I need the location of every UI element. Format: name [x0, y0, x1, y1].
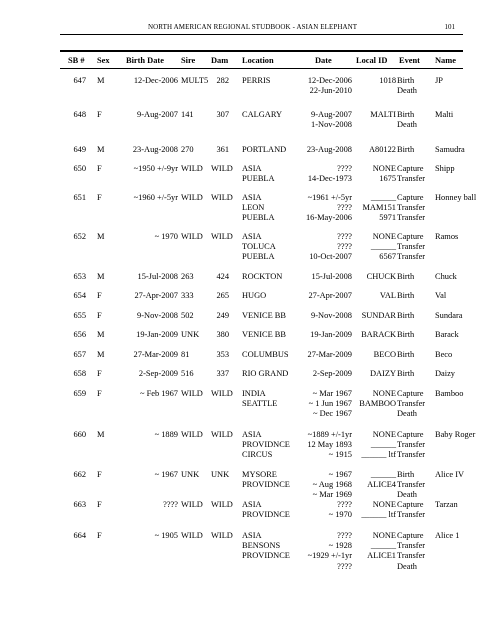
cell-date-line: ???? [337, 232, 352, 241]
cell-dam: WILD [211, 430, 233, 439]
cell-dam: 424 [216, 272, 229, 281]
cell-event [397, 145, 439, 155]
cell-date [295, 145, 352, 155]
cell-event-line: Capture [397, 500, 424, 509]
cell-birth: 9-Nov-2008 [137, 311, 178, 320]
cell-localid-line [352, 562, 396, 572]
cell-event-line: Transfer [397, 213, 426, 223]
cell-event-line: Capture [397, 164, 424, 173]
cell-date [295, 369, 352, 379]
cell-localid-line: BECO [373, 350, 396, 359]
cell-birth: 15-Jul-2008 [137, 272, 178, 281]
cell-dam: UNK [211, 470, 230, 479]
cell-localid-line: ______ [370, 193, 396, 202]
page-number: 101 [444, 23, 455, 31]
cell-localid-line: NONE [372, 430, 396, 439]
cell-sex: F [97, 470, 102, 479]
cell-localid-line: ALICE1 [367, 551, 396, 561]
cell-location-line: CIRCUS [242, 450, 273, 460]
cell-dam: 361 [216, 145, 229, 154]
cell-name: Samudra [435, 145, 465, 154]
cell-dam: 265 [216, 291, 229, 300]
cell-dam: 307 [216, 110, 229, 119]
cell-event-line: Death [397, 561, 417, 571]
cell-event-line: Capture [397, 193, 424, 202]
cell-name: Malti [435, 110, 454, 119]
cell-name: Tarzan [435, 500, 458, 509]
cell-location-line: ASIA [242, 164, 262, 173]
cell-localid [352, 531, 396, 572]
cell-localid-line: MALTI [370, 110, 396, 119]
cell-event-line: Transfer [397, 440, 426, 450]
cell-date-line: ~ Mar 1969 [312, 490, 352, 500]
cell-sire: MULT5 [181, 76, 209, 85]
cell-sire: WILD [181, 389, 203, 398]
cell-dam: WILD [211, 500, 233, 509]
cell-localid-line: BAMBOO [359, 399, 396, 409]
header-rule-bottom [60, 68, 463, 69]
cell-localid [352, 164, 396, 184]
cell-event [397, 369, 439, 379]
cell-name: Beco [435, 350, 453, 359]
cell-location-line: ASIA [242, 430, 262, 439]
cell-sire: 141 [181, 110, 194, 119]
cell-event [397, 389, 439, 420]
cell-dam: 353 [216, 350, 229, 359]
cell-date [295, 531, 352, 572]
cell-event [397, 193, 439, 224]
cell-location-line: ASIA [242, 531, 262, 540]
cell-birth: ~ Feb 1967 [139, 389, 178, 398]
cell-event-line: Transfer [397, 203, 426, 213]
cell-name: JP [435, 76, 443, 85]
cell-event-line: Birth [397, 330, 415, 339]
cell-event [397, 311, 439, 321]
cell-birth: ~1960 +/-5yr [133, 193, 178, 202]
cell-sb: 658 [73, 369, 86, 378]
cell-localid [352, 291, 396, 301]
cell-date-line: ???? [337, 242, 352, 252]
cell-location-line: COLUMBUS [242, 350, 289, 359]
cell-event [397, 430, 439, 461]
cell-localid-line: MAM151 [362, 203, 396, 213]
col-birth: Birth Date [126, 56, 164, 65]
cell-date-line: ~ 1915 [328, 450, 352, 460]
cell-birth: ???? [163, 500, 178, 509]
cell-name: Val [435, 291, 447, 300]
cell-location-line: PROVIDNCE [242, 510, 290, 520]
cell-date-line: 2-Sep-2009 [312, 369, 352, 378]
cell-event [397, 350, 439, 360]
cell-date-line: ~1889 +/-1yr [307, 430, 352, 439]
cell-localid-line: NONE [372, 531, 396, 540]
cell-event-line: Transfer [397, 242, 426, 252]
cell-sb: 660 [73, 430, 86, 439]
cell-location-line: INDIA [242, 389, 266, 398]
cell-event-line: Transfer [397, 551, 426, 561]
cell-sex: M [97, 350, 105, 359]
cell-localid [352, 500, 396, 520]
cell-date-line: 22-Jun-2010 [309, 86, 352, 96]
cell-date-line: ~ Mar 1967 [312, 389, 352, 398]
column-header-row [0, 50, 495, 70]
cell-event-line: Death [397, 490, 417, 500]
cell-date-line: 10-Oct-2007 [309, 252, 352, 262]
cell-sex: M [97, 76, 105, 85]
cell-date [295, 330, 352, 340]
cell-name: Sundara [435, 311, 463, 320]
cell-sb: 657 [73, 350, 86, 359]
cell-name: Barack [435, 330, 459, 339]
cell-location-line: PROVIDNCE [242, 480, 290, 490]
cell-event-line: Transfer [397, 174, 426, 184]
cell-sex: F [97, 193, 102, 202]
cell-location-line: VENICE BB [242, 330, 286, 339]
page-header [60, 22, 463, 35]
cell-event-line: Birth [397, 311, 415, 320]
cell-dam: WILD [211, 193, 233, 202]
cell-date [295, 110, 352, 130]
cell-dam: 249 [216, 311, 229, 320]
cell-location-line: LEON [242, 203, 265, 213]
cell-event [397, 110, 439, 130]
cell-sb: 647 [73, 76, 86, 85]
col-sire: Sire [181, 56, 196, 65]
cell-sex: F [97, 369, 102, 378]
cell-name: Baby Roger [435, 430, 476, 439]
cell-localid-line: NONE [372, 164, 396, 173]
cell-date [295, 291, 352, 301]
cell-location-line: ASIA [242, 500, 262, 509]
cell-date [295, 470, 352, 501]
cell-event-line: Birth [397, 369, 415, 378]
cell-event-line: Birth [397, 350, 415, 359]
cell-location-line: PUEBLA [242, 174, 275, 184]
cell-sire: WILD [181, 193, 203, 202]
cell-date-line: 27-Apr-2007 [308, 291, 352, 300]
cell-location-line: PROVIDNCE [242, 440, 290, 450]
col-date: Date [315, 56, 332, 65]
cell-name: Alice IV [435, 470, 465, 479]
cell-date-line: ~1929 +/-1yr [307, 551, 352, 561]
cell-event [397, 164, 439, 184]
cell-date-line: 19-Jan-2009 [310, 330, 352, 339]
cell-localid-line: 1018 [379, 76, 396, 85]
cell-sex: M [97, 430, 105, 439]
cell-sire: 81 [181, 350, 190, 359]
col-sb: SB # [68, 56, 85, 65]
cell-dam: WILD [211, 531, 233, 540]
cell-event-line: Death [397, 409, 417, 419]
cell-date-line: ~ 1928 [328, 541, 352, 551]
cell-birth: ~ 1970 [154, 232, 178, 241]
cell-location-line: PERRIS [242, 76, 271, 85]
cell-location-line: PORTLAND [242, 145, 287, 154]
cell-localid-line: BARACK [361, 330, 396, 339]
cell-event [397, 531, 439, 572]
cell-localid [352, 430, 396, 461]
col-dam: Dam [211, 56, 229, 65]
cell-birth: 12-Dec-2006 [133, 76, 178, 85]
cell-event-line: Death [397, 86, 417, 96]
cell-name: Daizy [435, 369, 455, 378]
header-rule-top [60, 50, 463, 52]
cell-event-line: Transfer [397, 510, 426, 520]
cell-event-line: Birth [397, 291, 415, 300]
cell-date-line: 1-Nov-2008 [311, 120, 352, 130]
cell-date-line: ~ 1970 [328, 510, 352, 520]
cell-event-line: Birth [397, 110, 415, 119]
cell-sex: M [97, 272, 105, 281]
cell-localid-line: NONE [372, 389, 396, 398]
cell-event [397, 76, 439, 96]
cell-sire: 502 [181, 311, 194, 320]
cell-localid [352, 145, 396, 155]
cell-localid-line: ALICE4 [367, 480, 396, 490]
cell-location-line: ASIA [242, 193, 262, 202]
cell-date-line: 16-May-2006 [305, 213, 352, 223]
cell-birth: ~ 1905 [154, 531, 178, 540]
cell-localid-line: 6567 [379, 252, 396, 262]
cell-name: Alice 1 [435, 531, 460, 540]
cell-sex: F [97, 531, 102, 540]
cell-localid-line: NONE [372, 500, 396, 509]
cell-location-line: ROCKTON [242, 272, 283, 281]
cell-event-line: Birth [397, 145, 415, 154]
cell-date [295, 164, 352, 184]
cell-event-line: Capture [397, 389, 424, 398]
cell-event [397, 232, 439, 263]
cell-localid-line: NONE [372, 232, 396, 241]
cell-event-line: Transfer [397, 252, 426, 262]
cell-date-line: 14-Dec-1973 [307, 174, 352, 184]
cell-localid-line: 5971 [379, 213, 396, 223]
cell-localid [352, 350, 396, 360]
cell-date [295, 350, 352, 360]
cell-event-line: Transfer [397, 450, 426, 460]
col-sex: Sex [97, 56, 110, 65]
cell-sire: 263 [181, 272, 194, 281]
cell-event-line: Birth [397, 470, 415, 479]
cell-date [295, 500, 352, 520]
cell-dam: 337 [216, 369, 229, 378]
cell-event [397, 500, 439, 520]
cell-location-line: PUEBLA [242, 252, 275, 262]
cell-sex: M [97, 145, 105, 154]
cell-date-line: ~ 1 Jun 1967 [308, 399, 352, 409]
cell-sire: WILD [181, 232, 203, 241]
cell-dam: WILD [211, 389, 233, 398]
cell-location-line: CALGARY [242, 110, 283, 119]
cell-location-line: SEATTLE [242, 399, 278, 409]
cell-sb: 664 [73, 531, 86, 540]
cell-birth: 19-Jan-2009 [136, 330, 178, 339]
cell-date-line: ~ Aug 1968 [312, 480, 352, 490]
cell-location-line: RIO GRAND [242, 369, 289, 378]
cell-sire: WILD [181, 500, 203, 509]
cell-sb: 663 [73, 500, 86, 509]
cell-event-line: Transfer [397, 399, 426, 409]
col-event: Event [399, 56, 420, 65]
cell-date [295, 311, 352, 321]
cell-date [295, 76, 352, 96]
cell-event [397, 470, 439, 501]
cell-sex: F [97, 311, 102, 320]
cell-sire: UNK [181, 470, 200, 479]
cell-date-line: 23-Aug-2008 [306, 145, 352, 154]
cell-birth: 27-Mar-2009 [133, 350, 178, 359]
cell-name: Shipp [435, 164, 455, 173]
cell-localid [352, 330, 396, 340]
cell-date-line: 27-Mar-2009 [307, 350, 352, 359]
cell-location-line: VENICE BB [242, 311, 286, 320]
cell-date-line: 9-Aug-2007 [311, 110, 352, 119]
cell-sire: 516 [181, 369, 194, 378]
cell-event-line: Transfer [397, 541, 426, 551]
cell-localid-line: 1675 [379, 174, 396, 184]
cell-sb: 659 [73, 389, 86, 398]
cell-name: Honney ball [435, 193, 477, 202]
cell-date [295, 389, 352, 420]
cell-sire: UNK [181, 330, 200, 339]
cell-localid [352, 311, 396, 321]
cell-sire: 333 [181, 291, 194, 300]
cell-localid [352, 369, 396, 379]
cell-localid-line: ______ ltf [361, 510, 396, 520]
cell-sb: 651 [73, 193, 86, 202]
cell-event-line: Capture [397, 531, 424, 540]
cell-location-line: TOLUCA [242, 242, 276, 252]
cell-name: Chuck [435, 272, 457, 281]
cell-localid-line: ______ [370, 541, 396, 551]
cell-date-line: ???? [337, 561, 352, 571]
cell-localid-line: DAIZY [369, 369, 396, 378]
cell-sb: 652 [73, 232, 86, 241]
cell-sex: F [97, 500, 102, 509]
cell-sex: F [97, 389, 102, 398]
cell-localid-line [352, 409, 396, 419]
cell-date [295, 272, 352, 282]
col-localid: Local ID [356, 56, 388, 65]
cell-localid [352, 193, 396, 224]
cell-date-line: ~ 1967 [328, 470, 352, 479]
cell-sb: 654 [73, 291, 86, 300]
studbook-title: NORTH AMERICAN REGIONAL STUDBOOK - ASIAN ELEPHANT [148, 23, 358, 31]
cell-dam: WILD [211, 232, 233, 241]
cell-date-line: ???? [337, 164, 352, 173]
cell-sire: WILD [181, 430, 203, 439]
cell-event [397, 330, 439, 340]
cell-date [295, 193, 352, 224]
cell-sb: 662 [73, 470, 86, 479]
col-location: Location [242, 56, 274, 65]
cell-localid-line: ______ [370, 440, 396, 450]
cell-location-line: ASIA [242, 232, 262, 241]
cell-location-line: HUGO [242, 291, 267, 300]
cell-location-line: BENSONS [242, 541, 281, 551]
cell-dam: 380 [216, 330, 229, 339]
cell-event-line: Transfer [397, 480, 426, 490]
cell-localid [352, 272, 396, 282]
cell-sex: F [97, 110, 102, 119]
cell-sex: M [97, 330, 105, 339]
cell-sex: F [97, 291, 102, 300]
cell-birth: ~ 1967 [154, 470, 178, 479]
cell-birth: 23-Aug-2008 [132, 145, 178, 154]
cell-localid-line: ______ ltf [361, 450, 396, 460]
cell-localid [352, 232, 396, 263]
cell-localid-line: VAL [379, 291, 396, 300]
cell-location-line: PROVIDNCE [242, 551, 290, 561]
cell-localid [352, 389, 396, 420]
cell-sb: 653 [73, 272, 86, 281]
cell-birth: ~ 1889 [154, 430, 178, 439]
cell-sb: 650 [73, 164, 86, 173]
cell-date [295, 232, 352, 263]
cell-date-line: ???? [337, 500, 352, 509]
cell-event-line: Death [397, 120, 417, 130]
cell-dam: 282 [216, 76, 229, 85]
cell-localid-line: A80122 [369, 145, 396, 154]
cell-date-line: 15-Jul-2008 [311, 272, 352, 281]
cell-event-line: Capture [397, 430, 424, 439]
cell-dam: WILD [211, 164, 233, 173]
cell-localid-line: ______ [370, 470, 396, 479]
cell-localid [352, 110, 396, 120]
cell-date-line: 12 May 1893 [307, 440, 352, 450]
cell-name: Bamboo [435, 389, 464, 398]
cell-location-line: PUEBLA [242, 213, 275, 223]
cell-event [397, 272, 439, 282]
cell-date-line: ???? [337, 203, 352, 213]
cell-localid-line: ______ [370, 242, 396, 252]
cell-date-line: ~ Dec 1967 [313, 409, 352, 419]
cell-sex: M [97, 232, 105, 241]
cell-location-line: MYSORE [242, 470, 277, 479]
cell-event-line: Capture [397, 232, 424, 241]
cell-birth: 2-Sep-2009 [138, 369, 178, 378]
cell-event-line: Birth [397, 272, 415, 281]
cell-date-line: ???? [337, 531, 352, 540]
cell-birth: 9-Aug-2007 [137, 110, 178, 119]
cell-sb: 648 [73, 110, 86, 119]
cell-birth: 27-Apr-2007 [134, 291, 178, 300]
col-name: Name [435, 56, 456, 65]
cell-date-line: 9-Nov-2008 [311, 311, 352, 320]
cell-sire: WILD [181, 531, 203, 540]
cell-localid-line: SUNDAR [361, 311, 396, 320]
cell-sire: WILD [181, 164, 203, 173]
cell-sex: F [97, 164, 102, 173]
cell-event-line: Birth [397, 76, 415, 85]
cell-sb: 649 [73, 145, 86, 154]
cell-sb: 655 [73, 311, 86, 320]
cell-localid [352, 470, 396, 501]
cell-name: Ramos [435, 232, 459, 241]
cell-sire: 270 [181, 145, 194, 154]
cell-event [397, 291, 439, 301]
cell-localid [352, 76, 396, 86]
cell-localid-line: CHUCK [366, 272, 396, 281]
cell-birth: ~1950 +/-9yr [133, 164, 178, 173]
cell-date-line: 12-Dec-2006 [307, 76, 352, 85]
cell-date [295, 430, 352, 461]
cell-sb: 656 [73, 330, 86, 339]
cell-date-line: ~1961 +/-5yr [307, 193, 352, 202]
